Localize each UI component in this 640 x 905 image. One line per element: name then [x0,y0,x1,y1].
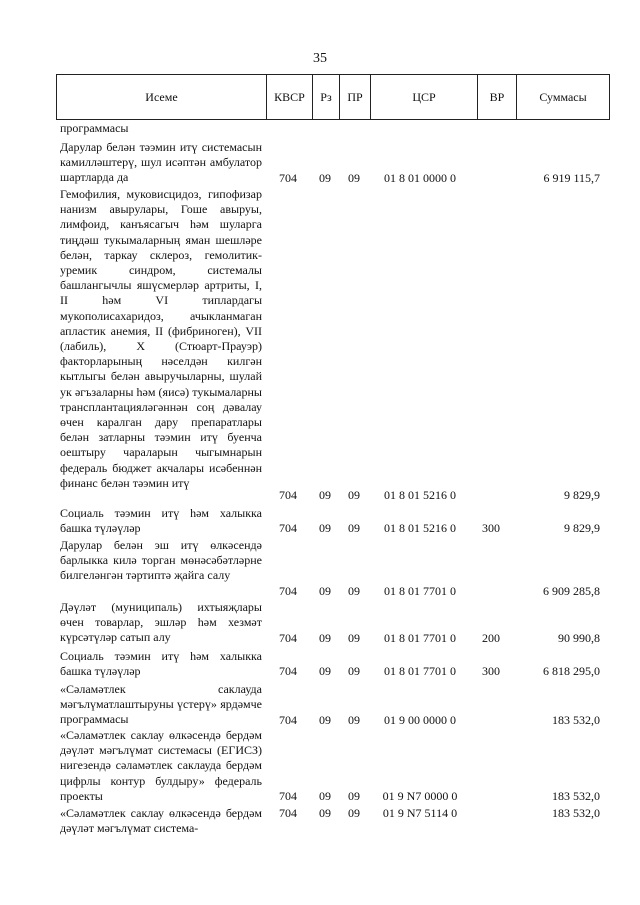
row-pr: 09 [348,630,360,645]
row-pr: 09 [348,170,360,185]
row-kvsr: 704 [279,487,297,502]
carry-over-text: программасы [60,121,129,135]
row-csr: 01 9 N7 0000 0 [382,788,458,803]
row-pr: 09 [348,805,360,820]
row-sum: 6 909 285,8 [543,583,600,598]
row-pr: 09 [348,788,360,803]
row-name: Социаль тәэмин итү һәм халыкка башка түләүләр [60,649,262,679]
row-kvsr: 704 [279,630,297,645]
table-row [0,728,640,804]
row-sum: 9 829,9 [564,520,600,535]
row-pr: 09 [348,663,360,678]
row-pr: 09 [348,583,360,598]
row-sum: 9 829,9 [564,487,600,502]
carry-over-row [0,121,640,137]
row-sum: 183 532,0 [552,805,600,820]
row-sum: 183 532,0 [552,788,600,803]
row-name: Дарулар белән эш итү өлкәсендә барлыкка килә торган мөнәсәбәтләрне билгеләнгән тәртиптә җайга салу [60,538,262,583]
row-vr: 200 [482,630,500,645]
row-pr: 09 [348,520,360,535]
row-rz: 09 [319,487,331,502]
header-csr: ЦСР [371,75,478,120]
table-row [0,806,640,836]
row-sum: 6 919 115,7 [543,170,600,185]
row-rz: 09 [319,170,331,185]
row-rz: 09 [319,520,331,535]
row-kvsr: 704 [279,520,297,535]
header-rz: Рз [313,75,340,120]
table-row [0,649,640,679]
row-name: «Сәламәтлек саклауда мәгълүматлаштыруны үстерү» ярдәмче программасы [60,682,262,727]
row-kvsr: 704 [279,663,297,678]
row-csr: 01 9 00 0000 0 [384,712,456,727]
row-sum: 183 532,0 [552,712,600,727]
row-csr: 01 8 01 5216 0 [384,487,456,502]
row-vr: 300 [482,520,500,535]
row-pr: 09 [348,487,360,502]
header-sum: Суммасы [517,75,610,120]
row-name: «Сәламәтлек саклау өлкәсендә бердәм дәүләт мәгълүмат системасы (ЕГИСЗ) нигезендә сәламәтлек саклауда бердәм цифрлы контур булдыру» федераль проекты [60,728,262,803]
row-rz: 09 [319,805,331,820]
row-csr: 01 8 01 7701 0 [384,663,456,678]
row-name: Гемофилия, муковисцидоз, гипофизар нанизм авырулары, Гоше авыруы, лимфоид, канъясагыч һәм шуларга тиңдәш тукымаларның яман шешләре белән, таркау склероз, гемолитик-уремик синдром, системалы башлангычлы яшүсмерләр артриты, I, II һәм VI типлардагы мукополисахаридоз, ачыкланмаган апластик анемия, II (фибриноген), VII (лабиль), X (Стюарт-Прауэр) факторларының нәселдән килгән кытлыгы белән авыручыларны, шулай ук әгъзаларны һәм (яисә) тукымаларны трансплантацияләгәннән соң дәвалау өчен каралган дару препаратлары белән затларны тәэмин итү буенча оештыру чараларын чыгымнарын федераль бюджет акчалары исәбеннән финанс белән тәэмин итү [60,187,262,490]
row-vr: 300 [482,663,500,678]
row-kvsr: 704 [279,583,297,598]
header-kvsr: КВСР [267,75,313,120]
row-name: Дарулар белән тәэмин итү системасын камилләштерү, шул исәптән амбулатор шартларда да [60,140,262,185]
row-name: «Сәламәтлек саклау өлкәсендә бердәм дәүләт мәгълүмат система- [60,806,262,836]
page-number: 35 [313,51,327,66]
table-row [0,187,640,503]
table-header [56,74,610,120]
row-kvsr: 704 [279,805,297,820]
row-rz: 09 [319,712,331,727]
row-sum: 6 818 295,0 [543,663,600,678]
row-csr: 01 8 01 5216 0 [384,520,456,535]
row-csr: 01 9 N7 5114 0 [382,805,458,820]
row-rz: 09 [319,663,331,678]
header-vr: ВР [478,75,517,120]
row-csr: 01 8 01 0000 0 [384,170,456,185]
table-row [0,600,640,646]
row-rz: 09 [319,630,331,645]
table-row [0,538,640,599]
table-row [0,506,640,536]
header-pr: ПР [340,75,371,120]
table-row [0,140,640,186]
row-kvsr: 704 [279,170,297,185]
row-sum: 90 990,8 [558,630,600,645]
row-pr: 09 [348,712,360,727]
row-kvsr: 704 [279,788,297,803]
row-name: Дәүләт (муниципаль) ихтыяҗлары өчен товарлар, эшләр һәм хезмәт күрсәтүләр сатып алу [60,600,262,645]
header-name: Исеме [57,75,267,120]
table-row [0,682,640,728]
row-name: Социаль тәэмин итү һәм халыкка башка түләүләр [60,506,262,536]
row-rz: 09 [319,583,331,598]
row-rz: 09 [319,788,331,803]
row-csr: 01 8 01 7701 0 [384,630,456,645]
row-csr: 01 8 01 7701 0 [384,583,456,598]
row-kvsr: 704 [279,712,297,727]
